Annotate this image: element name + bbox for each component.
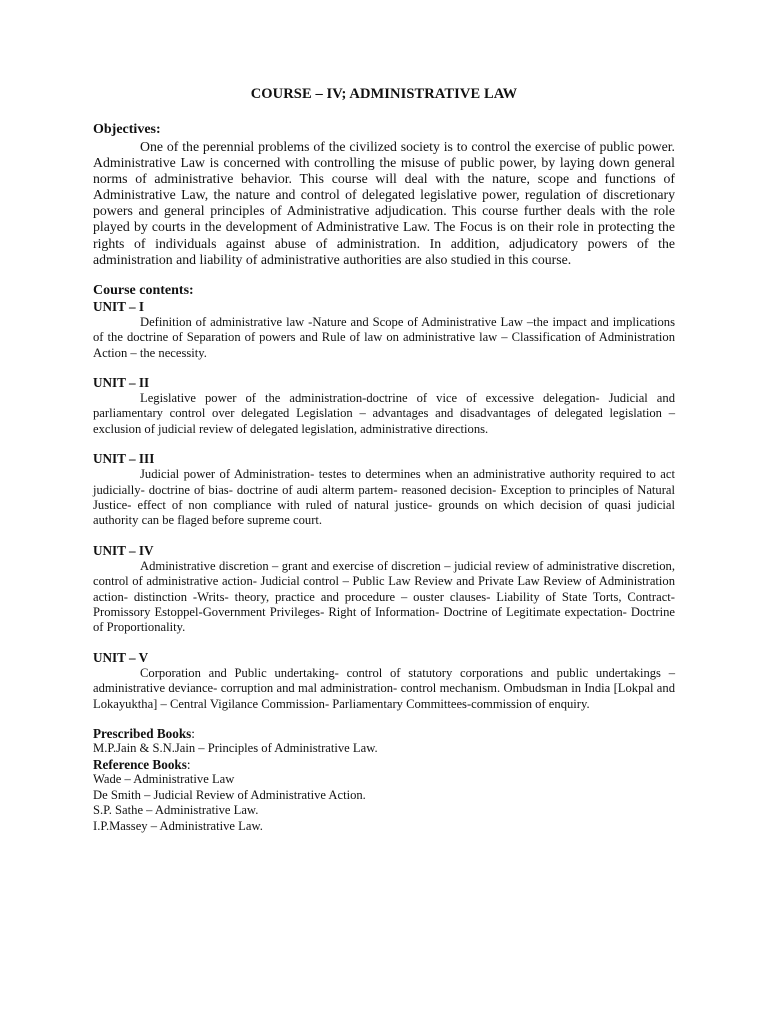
document-page bbox=[93, 86, 675, 834]
objectives-section bbox=[93, 122, 675, 268]
book-item: I.P.Massey – Administrative Law. bbox=[93, 818, 263, 833]
unit-text: Judicial power of Administration- testes to determines when an administrative authority required to act judicially- doctrine of bias- doctrine of audi alterm partem- reasoned decision- Exception to principles of Natural Justice- effect of non compliance with ruled of natural justice- grounds on which decision of quasi judicial authority can be flaged before supreme court. bbox=[93, 467, 675, 528]
course-contents-heading: Course contents: bbox=[93, 282, 194, 298]
unit-title: UNIT – IV bbox=[93, 542, 154, 558]
unit-text: Legislative power of the administration-doctrine of vice of excessive delegation- Judicial and parliamentary control over delegated Legislation – advantages and disadvantages of delegated legislation – exclusion of judicial review of delegated legislation, administrative directions. bbox=[93, 390, 675, 436]
objectives-text: One of the perennial problems of the civilized society is to control the exercise of public power. Administrative Law is concerned with controlling the misuse of public power, by laying down general norms of administrative behavior. This course will deal with the nature, scope and functions of Administrative Law, the nature and control of delegated legislative power, regulation of discretionary powers and general principles of Administrative adjudication. This course further deals with the role played by courts in the development of Administrative Law. The Focus is on their role in protecting the rights of individuals against abuse of administration. In addition, adjudicatory powers of the administration and liability of administrative authorities are also studied in this course. bbox=[93, 139, 675, 267]
unit-3 bbox=[93, 451, 675, 529]
unit-title: UNIT – I bbox=[93, 298, 145, 314]
objectives-heading: Objectives: bbox=[93, 122, 161, 137]
unit-title: UNIT – III bbox=[93, 451, 155, 467]
unit-text: Definition of administrative law -Nature and Scope of Administrative Law –the impact and implications of the doctrine of Separation of powers and Rule of law on administrative law – Classification of Administration Action – the necessity. bbox=[93, 314, 675, 360]
reference-books-section bbox=[93, 757, 675, 834]
unit-5 bbox=[93, 650, 675, 712]
unit-1 bbox=[93, 299, 675, 361]
unit-title: UNIT – II bbox=[93, 374, 150, 390]
unit-2 bbox=[93, 375, 675, 437]
prescribed-books-heading: Prescribed Books: bbox=[93, 726, 195, 742]
unit-text: Administrative discretion – grant and exercise of discretion – judicial review of administrative discretion, control of administrative action- Judicial control – Public Law Review and Private Law Review of Administration action- distinction -Writs- theory, practice and procedure – ouster clauses- Liability of State Torts, Contract- Promissory Estoppel-Government Privileges- Right of Information- Doctrine of Legitimate expectation- Doctrine of Proportionality. bbox=[93, 558, 675, 635]
course-contents-section bbox=[93, 283, 675, 712]
book-item: Wade – Administrative Law bbox=[93, 772, 235, 787]
unit-4 bbox=[93, 543, 675, 636]
unit-text: Corporation and Public undertaking- control of statutory corporations and public undertakings – administrative deviance- corruption and mal administration- control mechanism. Ombudsman in India [Lokpal and Lokayuktha] – Central Vigilance Commission- Parliamentary Committees-commission of enquiry. bbox=[93, 665, 675, 711]
document-title: COURSE – IV; ADMINISTRATIVE LAW bbox=[250, 86, 518, 102]
prescribed-books-section bbox=[93, 726, 675, 757]
reference-books-heading: Reference Books: bbox=[93, 756, 191, 772]
book-item: S.P. Sathe – Administrative Law. bbox=[93, 803, 259, 818]
unit-title: UNIT – V bbox=[93, 649, 149, 665]
book-item: M.P.Jain & S.N.Jain – Principles of Administrative Law. bbox=[93, 741, 378, 756]
book-item: De Smith – Judicial Review of Administrative Action. bbox=[93, 787, 366, 802]
